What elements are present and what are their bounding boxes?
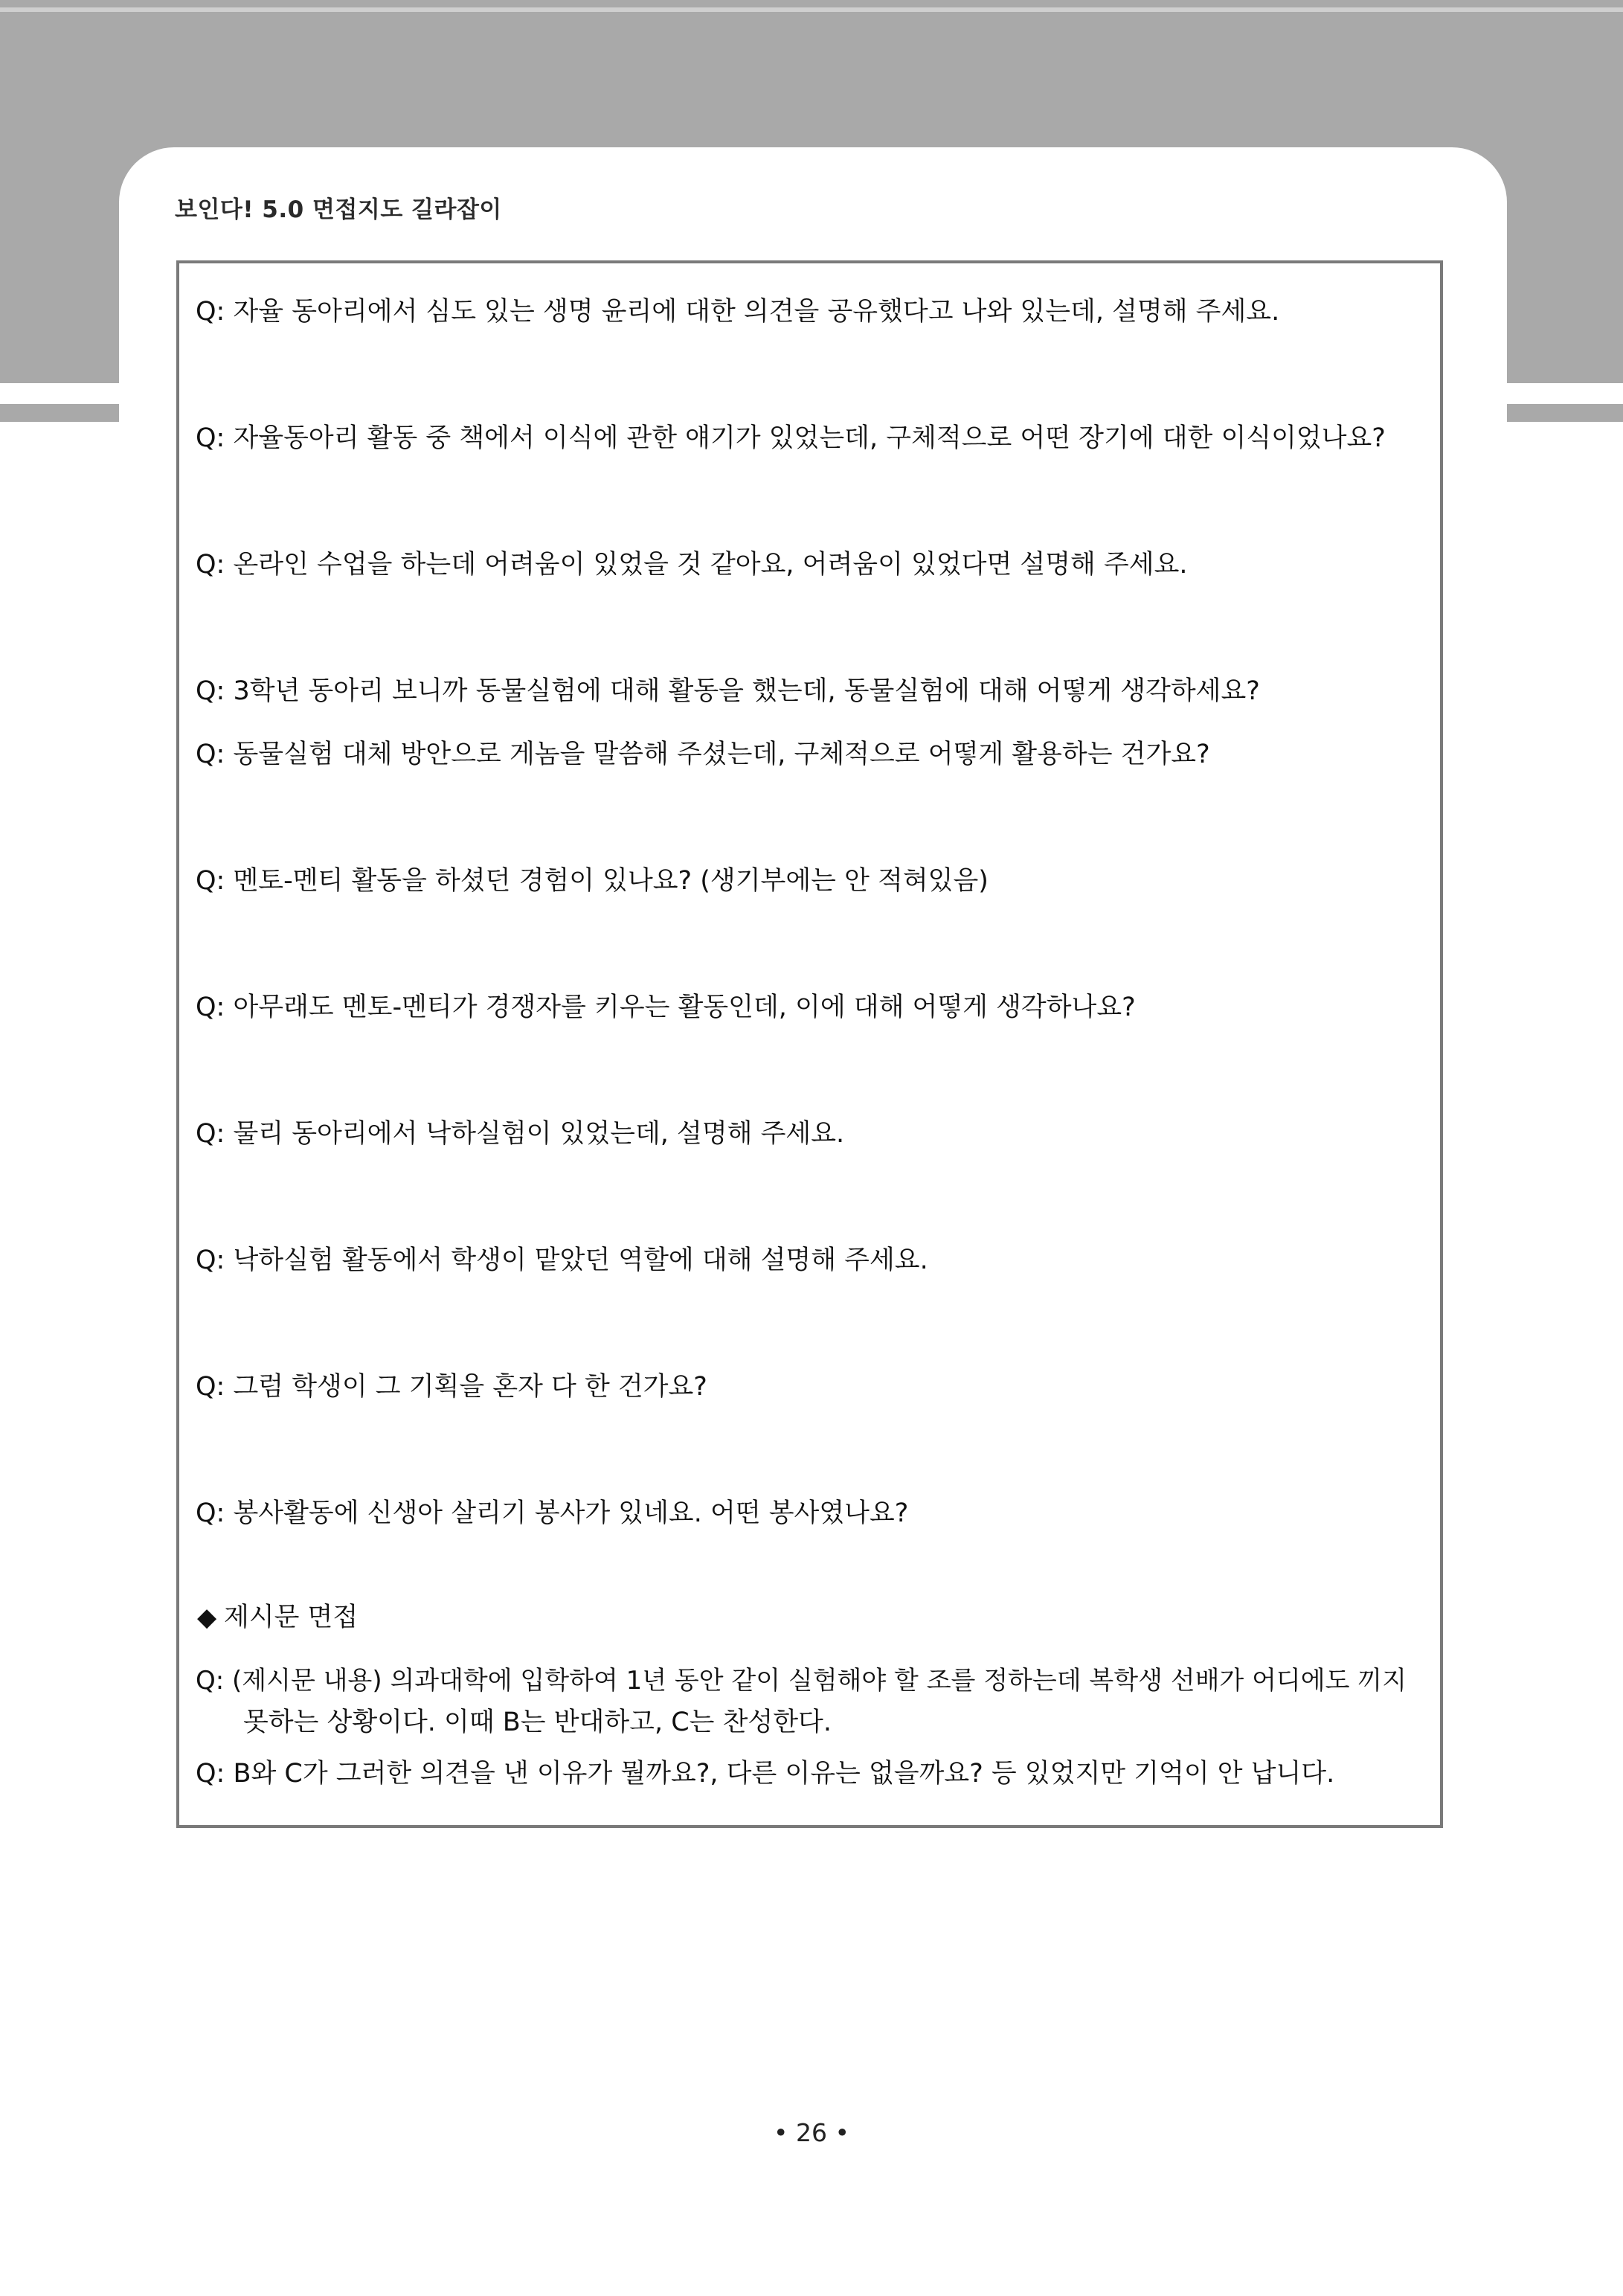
question-9: Q: 낙하실험 활동에서 학생이 맡았던 역할에 대해 설명해 주세요. — [196, 1245, 928, 1275]
question-4: Q: 3학년 동아리 보니까 동물실험에 대해 활동을 했는데, 동물실험에 대해 어떻게 생각하세요? — [196, 676, 1260, 706]
question-10: Q: 그럼 학생이 그 기획을 혼자 다 한 건가요? — [196, 1372, 707, 1402]
question-5: Q: 동물실험 대체 방안으로 게놈을 말씀해 주셨는데, 구체적으로 어떻게 활용하는 건가요? — [196, 740, 1210, 769]
question-2: Q: 자율동아리 활동 중 책에서 이식에 관한 얘기가 있었는데, 구체적으로 어떤 장기에 대한 이식이었나요? — [196, 423, 1386, 453]
question-6: Q: 멘토-멘티 활동을 하셨던 경험이 있나요? (생기부에는 안 적혀있음) — [196, 866, 989, 896]
question-11: Q: 봉사활동에 신생아 살리기 봉사가 있네요. 어떤 봉사였나요? — [196, 1498, 909, 1528]
prompt-question-1-line-2: 못하는 상황이다. 이때 B는 반대하고, C는 찬성한다. — [243, 1707, 832, 1737]
section-heading — [197, 1600, 358, 1635]
prompt-question-2: Q: B와 C가 그러한 의견을 낸 이유가 뭘까요?, 다른 이유는 없을까요? 등 있었지만 기억이 안 납니다. — [196, 1759, 1335, 1789]
diamond-bullet-icon: ◆ — [197, 1603, 217, 1632]
question-3: Q: 온라인 수업을 하는데 어려움이 있었을 것 같아요, 어려움이 있었다면 설명해 주세요. — [196, 550, 1188, 580]
running-title: 보인다! 5.0 면접지도 길라잡이 — [175, 196, 502, 223]
question-7: Q: 아무래도 멘토-멘티가 경쟁자를 키우는 활동인데, 이에 대해 어떻게 생각하나요? — [196, 993, 1136, 1022]
right-header-bar — [1507, 404, 1623, 422]
section-title: 제시문 면접 — [224, 1603, 359, 1632]
left-header-bar — [0, 404, 119, 422]
prompt-question-1-line-1: Q: (제시문 내용) 의과대학에 입학하여 1년 동안 같이 실험해야 할 조를 정하는데 복학생 선배가 어디에도 끼지 — [196, 1666, 1407, 1696]
question-8: Q: 물리 동아리에서 낙하실험이 있었는데, 설명해 주세요. — [196, 1119, 845, 1149]
question-1: Q: 자율 동아리에서 심도 있는 생명 윤리에 대한 의견을 공유했다고 나와 있는데, 설명해 주세요. — [196, 297, 1280, 327]
interview-questions-box — [176, 260, 1443, 1828]
header-top-rule — [0, 7, 1623, 12]
page-number: • 26 • — [774, 2118, 849, 2147]
